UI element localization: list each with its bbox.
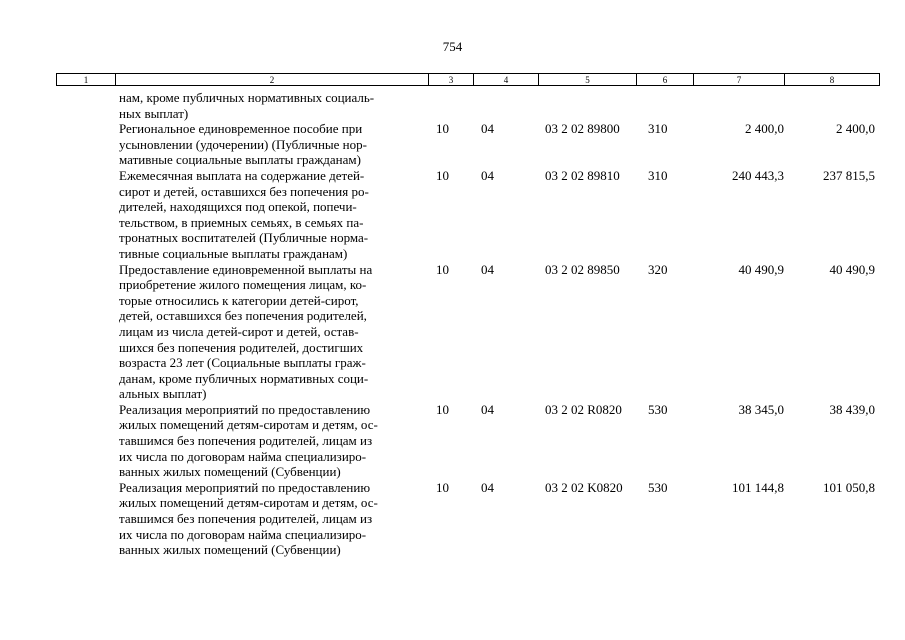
amount-col-8: 101 050,8: [823, 479, 875, 495]
expense-type-code: 310: [648, 167, 668, 183]
amount-col-7: 40 490,9: [738, 261, 784, 277]
subsection-code: 04: [481, 167, 494, 183]
column-number-header: [56, 73, 880, 86]
table-row: [0, 402, 905, 480]
amount-col-8: 38 439,0: [829, 401, 875, 417]
amount-col-7: 101 144,8: [732, 479, 784, 495]
table-row: [0, 90, 905, 121]
row-description: Реализация мероприятий по предоставлению жилых помещений детям-сиротам и детям, ос- тавшимся без попечения родителей, лицам из их числа по договорам найма специализиро- ванных жилых помещений (Субвенции): [119, 479, 378, 558]
expense-type-code: 530: [648, 479, 668, 495]
amount-col-7: 240 443,3: [732, 167, 784, 183]
amount-col-8: 237 815,5: [823, 167, 875, 183]
header-col-7: 7: [694, 74, 785, 86]
subsection-code: 04: [481, 479, 494, 495]
header-col-2: 2: [116, 74, 429, 86]
row-description: Ежемесячная выплата на содержание детей- сирот и детей, оставшихся без попечения ро- дителей, находящихся под опекой, попечи- тельством, в приемных семьях, в семьях па- тронатных воспитателей (Публичные норма- тивные социальные выплаты гражданам): [119, 167, 369, 261]
table-row: [0, 121, 905, 168]
target-article-code: 03 2 02 89800: [545, 121, 620, 137]
section-code: 10: [436, 401, 449, 417]
amount-col-7: 2 400,0: [745, 121, 784, 137]
amount-col-8: 2 400,0: [836, 121, 875, 137]
budget-table-body: [0, 90, 905, 558]
section-code: 10: [436, 479, 449, 495]
expense-type-code: 530: [648, 401, 668, 417]
row-description: Реализация мероприятий по предоставлению жилых помещений детям-сиротам и детям, ос- тавшимся без попечения родителей, лицам из их числа по договорам найма специализиро- ванных жилых помещений (Субвенции): [119, 401, 378, 480]
target-article-code: 03 2 02 R0820: [545, 401, 622, 417]
amount-col-7: 38 345,0: [738, 401, 784, 417]
table-row: [0, 480, 905, 558]
section-code: 10: [436, 121, 449, 137]
expense-type-code: 310: [648, 121, 668, 137]
header-col-4: 4: [474, 74, 539, 86]
header-col-1: 1: [57, 74, 116, 86]
header-col-6: 6: [637, 74, 694, 86]
table-row: [0, 168, 905, 262]
row-description: Региональное единовременное пособие при усыновлении (удочерении) (Публичные нор- мативные социальные выплаты гражданам): [119, 121, 367, 168]
section-code: 10: [436, 167, 449, 183]
section-code: 10: [436, 261, 449, 277]
subsection-code: 04: [481, 261, 494, 277]
header-col-3: 3: [429, 74, 474, 86]
target-article-code: 03 2 02 89810: [545, 167, 620, 183]
table-row: [0, 262, 905, 402]
row-description: нам, кроме публичных нормативных социаль- ных выплат): [119, 90, 375, 121]
header-col-8: 8: [785, 74, 880, 86]
subsection-code: 04: [481, 401, 494, 417]
expense-type-code: 320: [648, 261, 668, 277]
target-article-code: 03 2 02 K0820: [545, 479, 623, 495]
subsection-code: 04: [481, 121, 494, 137]
row-description: Предоставление единовременной выплаты на приобретение жилого помещения лицам, ко- торые относились к категории детей-сирот, детей, оставшихся без попечения родителей, лицам из числа детей-сирот и детей, остав- шихся без попечения родителей, достигших возраста 23 лет (Социальные выплаты граж- данам, кроме публичных нормативных соци- альных выплат): [119, 261, 373, 402]
page-number: 754: [442, 39, 463, 54]
header-col-5: 5: [539, 74, 637, 86]
amount-col-8: 40 490,9: [829, 261, 875, 277]
target-article-code: 03 2 02 89850: [545, 261, 620, 277]
